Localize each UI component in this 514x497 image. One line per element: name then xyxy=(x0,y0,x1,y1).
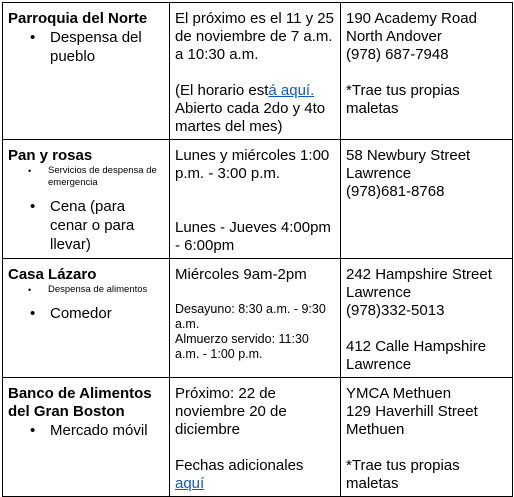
phone: (978)681-8768 xyxy=(346,183,445,200)
street: 190 Academy Road xyxy=(346,10,477,27)
org-cell xyxy=(3,378,170,497)
address-cell xyxy=(341,140,513,259)
schedule-text: Miércoles 9am-2pm xyxy=(175,266,307,283)
schedule-note: (El horario está aquí. Abierto cada 2do y 4to martes del mes) xyxy=(175,82,326,135)
additional-dates-link[interactable]: aquí xyxy=(175,475,205,492)
street: 412 Calle Hampshire xyxy=(346,338,487,355)
org-name: Parroquia del Norte xyxy=(8,10,148,27)
table-row xyxy=(3,3,513,140)
city: Lawrence xyxy=(346,284,412,301)
service-list xyxy=(8,165,164,254)
street: 242 Hampshire Street xyxy=(346,266,492,283)
table-row xyxy=(3,378,513,497)
service-item: • Comedor xyxy=(8,304,164,323)
phone: (978) 687-7948 xyxy=(346,46,449,63)
service-item: • Despensa de alimentos xyxy=(8,284,164,296)
city: Lawrence xyxy=(346,356,412,373)
org-cell xyxy=(3,140,170,259)
schedule-cell xyxy=(170,259,341,378)
service-list xyxy=(8,28,164,66)
org-name: Banco de Alimentos del Gran Boston xyxy=(8,385,152,420)
table-row xyxy=(3,259,513,378)
org-name: Pan y rosas xyxy=(8,147,93,164)
note: *Trae tus propias maletas xyxy=(346,82,460,117)
address-cell xyxy=(341,3,513,140)
schedule-text: Próximo: 22 de noviembre 20 de diciembre xyxy=(175,385,287,438)
phone: (978)332-5013 xyxy=(346,302,445,319)
service-item: • Mercado móvil xyxy=(8,421,164,440)
schedule-text: Lunes y miércoles 1:00 p.m. - 3:00 p.m. xyxy=(175,147,330,182)
city: North Andover xyxy=(346,28,442,45)
service-list xyxy=(8,421,164,440)
location-name: YMCA Methuen xyxy=(346,385,452,402)
street: 58 Newbury Street xyxy=(346,147,471,164)
city: Lawrence xyxy=(346,165,412,182)
note: *Trae tus propias maletas xyxy=(346,457,460,492)
schedule-cell xyxy=(170,140,341,259)
org-cell xyxy=(3,259,170,378)
service-item: • Cena (para cenar o para llevar) xyxy=(8,197,164,254)
food-resources-table xyxy=(2,2,513,497)
schedule-cell xyxy=(170,3,341,140)
schedule-text: Lunes - Jueves 4:00pm - 6:00pm xyxy=(175,219,331,254)
street: 129 Haverhill Street xyxy=(346,403,478,420)
service-item: • Servicios de despensa de emergencia xyxy=(8,165,164,189)
city: Methuen xyxy=(346,421,405,438)
schedule-link[interactable]: á aquí. xyxy=(268,82,315,99)
table-row xyxy=(3,140,513,259)
schedule-text: El próximo es el 11 y 25 de noviembre de 7 a.m. a 10:30 a.m. xyxy=(175,10,334,63)
org-cell xyxy=(3,3,170,140)
address-cell xyxy=(341,259,513,378)
service-item: • Despensa del pueblo xyxy=(8,28,164,66)
service-list xyxy=(8,284,164,323)
org-name: Casa Lázaro xyxy=(8,266,97,283)
lunch-hours: Almuerzo servido: 11:30 a.m. - 1:00 p.m. xyxy=(175,332,309,361)
schedule-cell xyxy=(170,378,341,497)
schedule-note: Fechas adicionales aquí xyxy=(175,457,304,492)
address-cell xyxy=(341,378,513,497)
breakfast-hours: Desayuno: 8:30 a.m. - 9:30 a.m. xyxy=(175,302,326,331)
